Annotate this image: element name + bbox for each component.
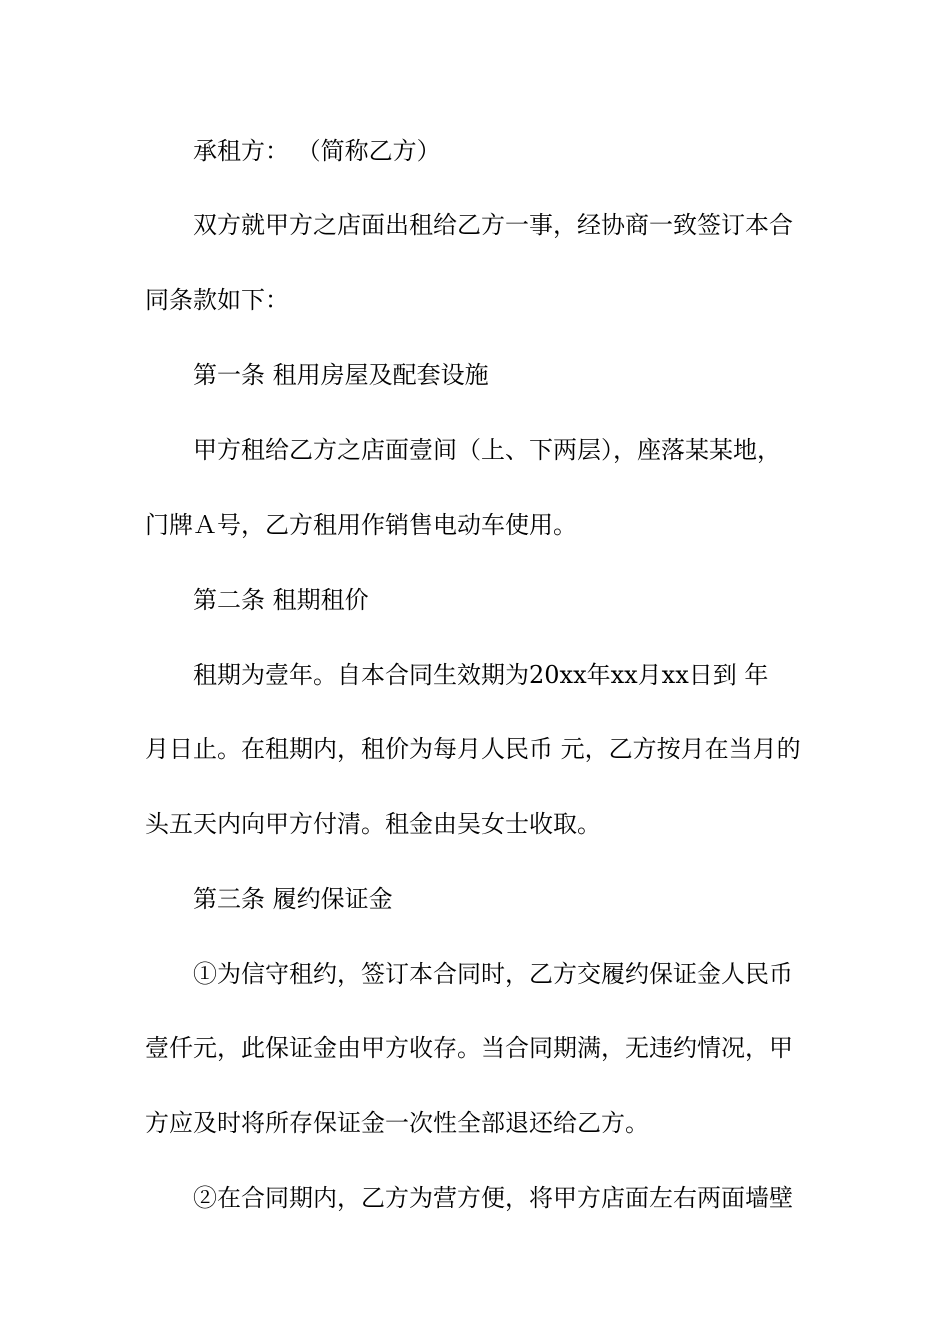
paragraph-line: 方应及时将所存保证金一次性全部退还给乙方。: [145, 1109, 649, 1137]
paragraph-line: 头五天内向甲方付清。租金由吴女士收取。: [145, 810, 601, 838]
paragraph-line: 租期为壹年。自本合同生效期为20xx年xx月xx日到 年: [193, 661, 769, 689]
article-heading: 第三条 履约保证金: [193, 885, 393, 913]
lessee-line: 承租方： （简称乙方）: [193, 137, 441, 165]
article-heading: 第二条 租期租价: [193, 586, 369, 614]
paragraph-line: 月日止。在租期内，租价为每月人民币 元，乙方按月在当月的: [145, 735, 801, 763]
paragraph-line: 门牌Ａ号，乙方租用作销售电动车使用。: [145, 511, 577, 539]
paragraph-line: ①为信守租约，签订本合同时，乙方交履约保证金人民币: [193, 960, 793, 988]
paragraph-line: 双方就甲方之店面出租给乙方一事，经协商一致签订本合: [193, 211, 793, 239]
paragraph-line: 壹仟元，此保证金由甲方收存。当合同期满，无违约情况，甲: [145, 1034, 793, 1062]
paragraph-line: ②在合同期内，乙方为营方便，将甲方店面左右两面墙壁: [193, 1184, 793, 1212]
paragraph-line: 甲方租给乙方之店面壹间（上、下两层），座落某某地，: [193, 436, 781, 464]
article-heading: 第一条 租用房屋及配套设施: [193, 361, 489, 389]
paragraph-line: 同条款如下：: [145, 286, 289, 314]
